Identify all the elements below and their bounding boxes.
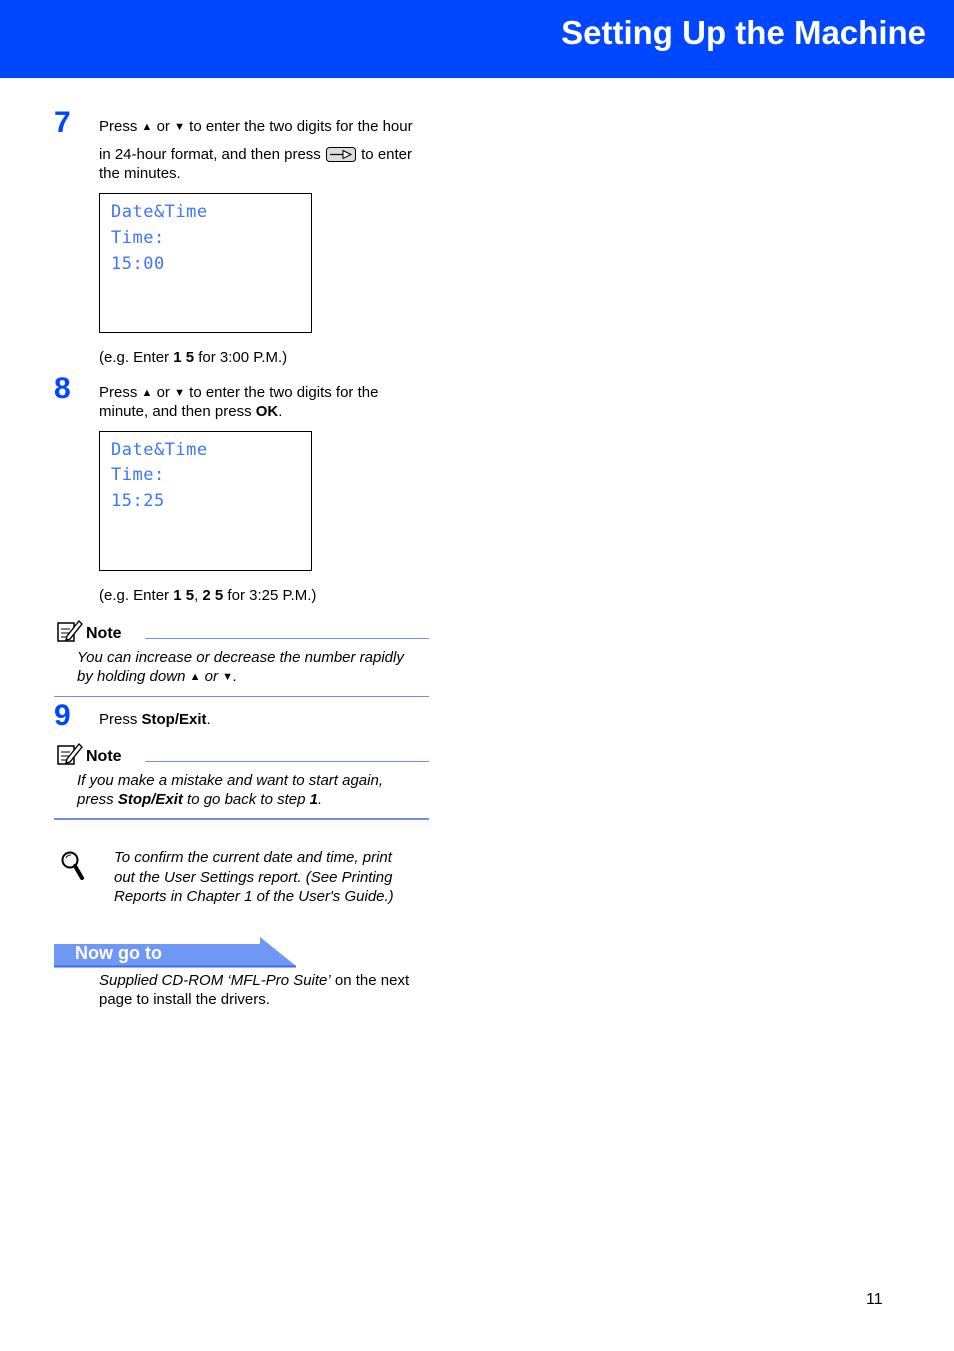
note-rule-top [145,761,429,762]
note-rule-top [145,638,429,639]
step-9-text: Press Stop/Exit. [99,711,211,728]
down-arrow-icon: ▼ [174,387,185,399]
now-go-to-line-2: page to install the drivers. [99,991,270,1008]
step-7-line-2: in 24-hour format, and then press to enter [99,146,413,163]
lcd-display-step-8 [99,431,312,571]
down-arrow-icon: ▼ [222,671,234,683]
page-title: Setting Up the Machine [561,14,926,51]
note-2-line-2: press Stop/Exit to go back to step 1. [77,791,323,808]
step-7-number: 7 [54,106,71,139]
note-label: Note [86,748,122,765]
step-8-number: 8 [54,372,71,405]
step-7-line-3: the minutes. [99,165,181,182]
lcd-line-2: Time: [111,465,165,485]
note-pencil-icon [57,619,83,643]
step-8-line-1: Press ▲ or ▼ to enter the two digits for the [99,384,379,401]
step-8-line-2: minute, and then press OK. [99,403,283,420]
down-arrow-icon: ▼ [174,121,185,133]
note-rule-bottom [54,696,429,697]
up-arrow-icon: ▲ [141,121,153,133]
step-9-number: 9 [54,699,71,732]
up-arrow-icon: ▲ [141,387,153,399]
step-7-line-1: Press ▲ or ▼ to enter the two digits for the hour [99,118,413,135]
tip-line-3: Reports in Chapter 1 of the User's Guide.) [114,888,394,905]
lcd-line-1: Date&Time [111,440,208,460]
tip-line-2: out the User Settings report. (See Printing [114,869,393,886]
step-7-example: (e.g. Enter 1 5 for 3:00 P.M.) [99,349,288,366]
lcd-line-3: 15:25 [111,491,165,511]
page-number: 11 [866,1291,883,1308]
note-1-line-2: by holding down ▲ or ▼. [77,668,238,685]
step-8-example: (e.g. Enter 1 5, 2 5 for 3:25 P.M.) [99,587,317,604]
up-arrow-icon: ▲ [189,671,201,683]
magnifier-icon [60,850,86,882]
note-1-line-1: You can increase or decrease the number rapidly [77,649,404,666]
lcd-line-2: Time: [111,228,165,248]
now-go-to-label: Now go to [75,943,162,963]
note-pencil-icon [57,742,83,766]
section-rule [54,818,429,820]
lcd-line-3: 15:00 [111,254,165,274]
note-2-line-1: If you make a mistake and want to start again, [77,772,383,789]
note-label: Note [86,625,122,642]
right-arrow-key-icon [326,147,356,162]
now-go-to-line-1: Supplied CD-ROM ‘MFL-Pro Suite’ on the next [99,972,410,989]
tip-line-1: To confirm the current date and time, print [114,849,392,866]
page-header [0,0,954,78]
lcd-display-step-7 [99,193,312,333]
lcd-line-1: Date&Time [111,202,208,222]
